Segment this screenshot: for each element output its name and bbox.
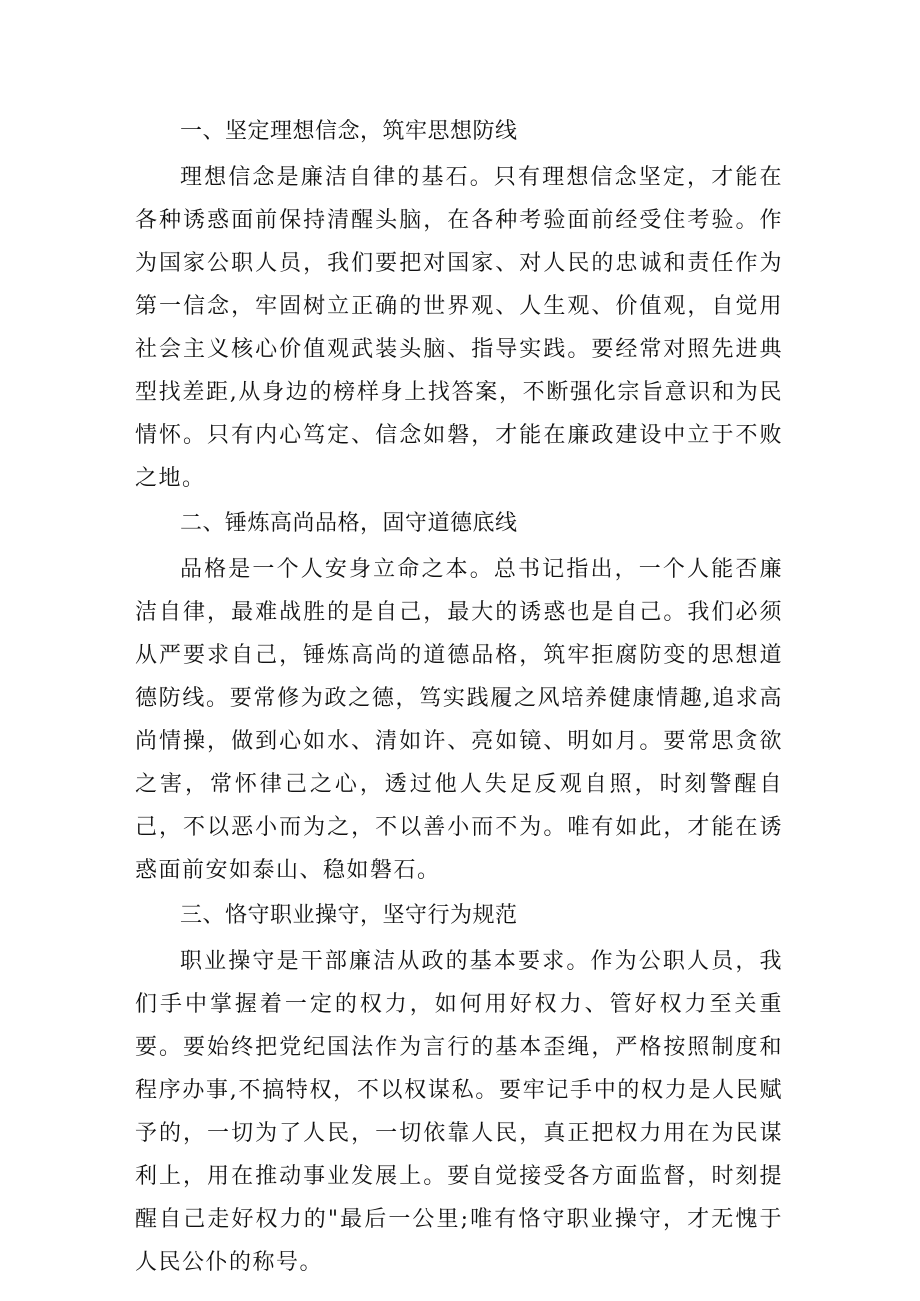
section-paragraph-3: 职业操守是干部廉洁从政的基本要求。作为公职人员，我们手中掌握着一定的权力，如何用好权力、管好权力至关重要。要始终把党纪国法作为言行的基本歪绳，严格按照制度和程序办事,不搞特权，不以权谋私。要牢记手中的权力是人民赋予的，一切为了人民，一切依靠人民，真正把权力用在为民谋利上，用在推动事业发展上。要自觉接受各方面监督，时刻提醒自己走好权力的"最后一公里;唯有恪守职业操守，才无愧于人民公仆的称号。 (135, 949, 783, 1275)
section-heading-1: 一、坚定理想信念，筑牢思想防线 (180, 119, 518, 144)
section-heading-3: 三、恪守职业操守，坚守行为规范 (180, 903, 518, 928)
document-body (135, 108, 783, 1284)
section-paragraph-2: 品格是一个人安身立命之本。总书记指出，一个人能否廉洁自律，最难战胜的是自己，最大的诱惑也是自己。我们必须从严要求自己，锤炼高尚的道德品格，筑牢拒腐防变的思想道德防线。要常修为政之德，笃实践履之风培养健康情趣,追求高尚情操，做到心如水、清如许、亮如镜、明如月。要常思贪欲之害，常怀律己之心，透过他人失足反观自照，时刻警醒自己，不以恶小而为之，不以善小而不为。唯有如此，才能在诱惑面前安如泰山、稳如磐石。 (135, 557, 783, 883)
section-heading-2: 二、锤炼高尚品格，固守道德底线 (180, 511, 518, 536)
section-paragraph-1: 理想信念是廉洁自律的基石。只有理想信念坚定，才能在各种诱惑面前保持清醒头脑，在各种考验面前经受住考验。作为国家公职人员，我们要把对国家、对人民的忠诚和责任作为第一信念，牢固树立正确的世界观、人生观、价值观，自觉用社会主义核心价值观武装头脑、指导实践。要经常对照先进典型找差距,从身边的榜样身上找答案，不断强化宗旨意识和为民情怀。只有内心笃定、信念如磐，才能在廉政建设中立于不败之地。 (135, 165, 783, 491)
